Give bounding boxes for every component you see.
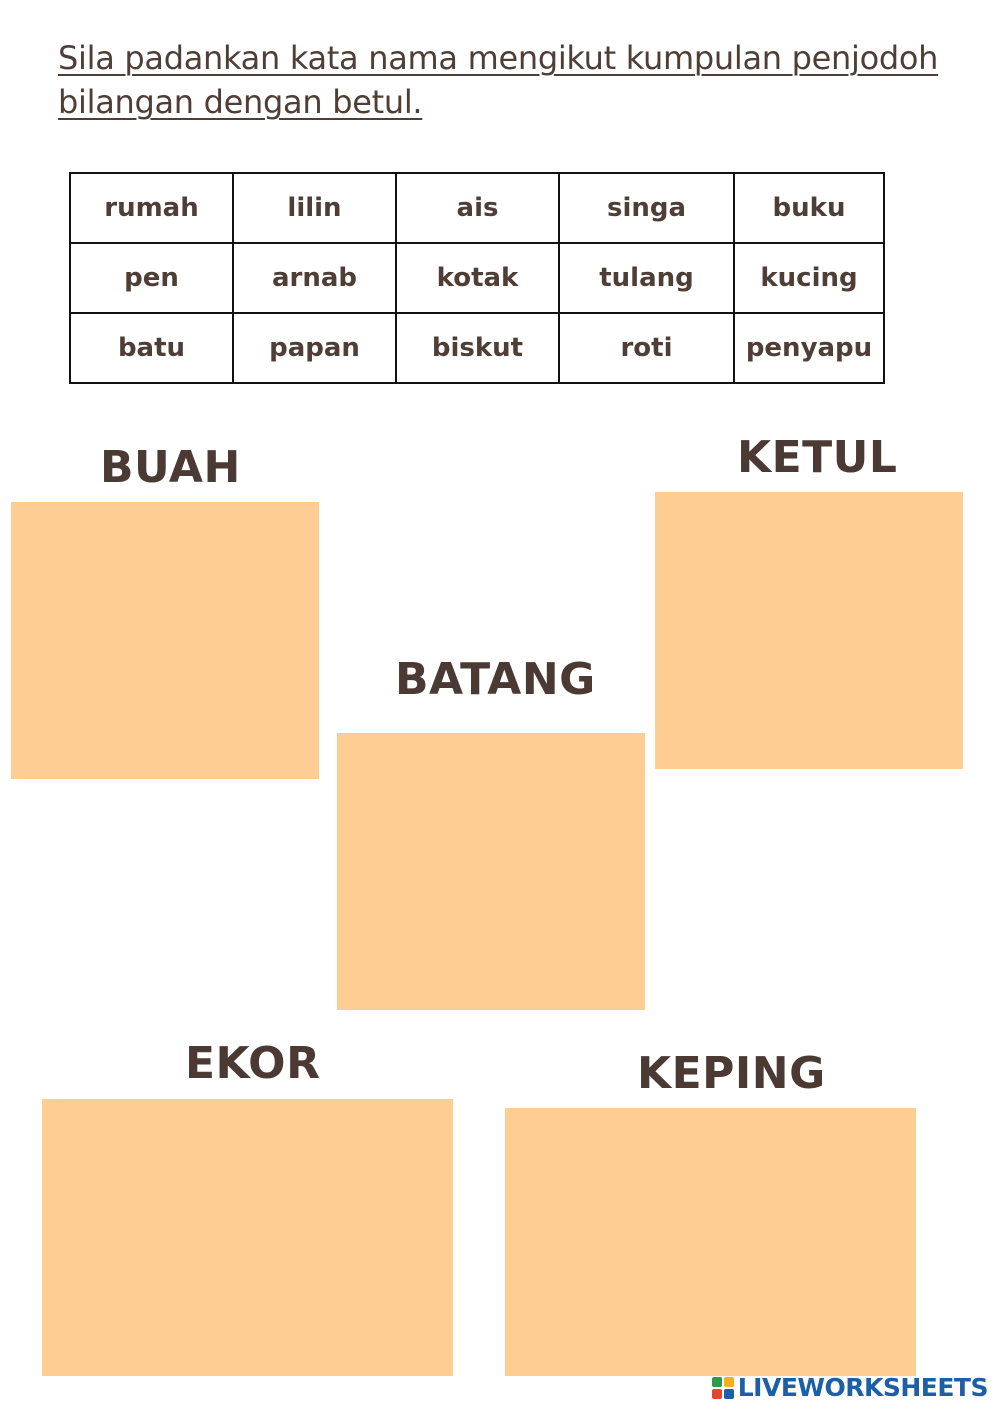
drop-box-ketul[interactable]	[655, 492, 963, 769]
word-item[interactable]: kotak	[396, 243, 559, 313]
word-item[interactable]: arnab	[233, 243, 396, 313]
word-item[interactable]: singa	[559, 173, 734, 243]
table-row	[70, 313, 884, 383]
drop-box-keping[interactable]	[505, 1108, 916, 1376]
word-item[interactable]: kucing	[734, 243, 884, 313]
liveworksheets-logo-icon	[712, 1377, 734, 1399]
group-label-buah: BUAH	[100, 442, 241, 493]
brand-text: LIVEWORKSHEETS	[737, 1373, 988, 1402]
word-item[interactable]: lilin	[233, 173, 396, 243]
word-item[interactable]: biskut	[396, 313, 559, 383]
brand-watermark	[712, 1373, 988, 1402]
word-item[interactable]: tulang	[559, 243, 734, 313]
group-label-ekor: EKOR	[185, 1038, 321, 1089]
word-bank-table	[69, 172, 885, 384]
group-label-ketul: KETUL	[737, 432, 898, 483]
word-item[interactable]: penyapu	[734, 313, 884, 383]
group-label-batang: BATANG	[395, 654, 596, 705]
word-item[interactable]: roti	[559, 313, 734, 383]
word-item[interactable]: pen	[70, 243, 233, 313]
word-item[interactable]: buku	[734, 173, 884, 243]
drop-box-buah[interactable]	[11, 502, 319, 779]
word-item[interactable]: batu	[70, 313, 233, 383]
table-row	[70, 243, 884, 313]
drop-box-ekor[interactable]	[42, 1099, 453, 1376]
word-item[interactable]: ais	[396, 173, 559, 243]
drop-box-batang[interactable]	[337, 733, 645, 1010]
table-row	[70, 173, 884, 243]
word-item[interactable]: rumah	[70, 173, 233, 243]
group-label-keping: KEPING	[637, 1048, 826, 1099]
word-item[interactable]: papan	[233, 313, 396, 383]
instruction-text: Sila padankan kata nama mengikut kumpulan penjodoh bilangan dengan betul.	[58, 39, 939, 121]
